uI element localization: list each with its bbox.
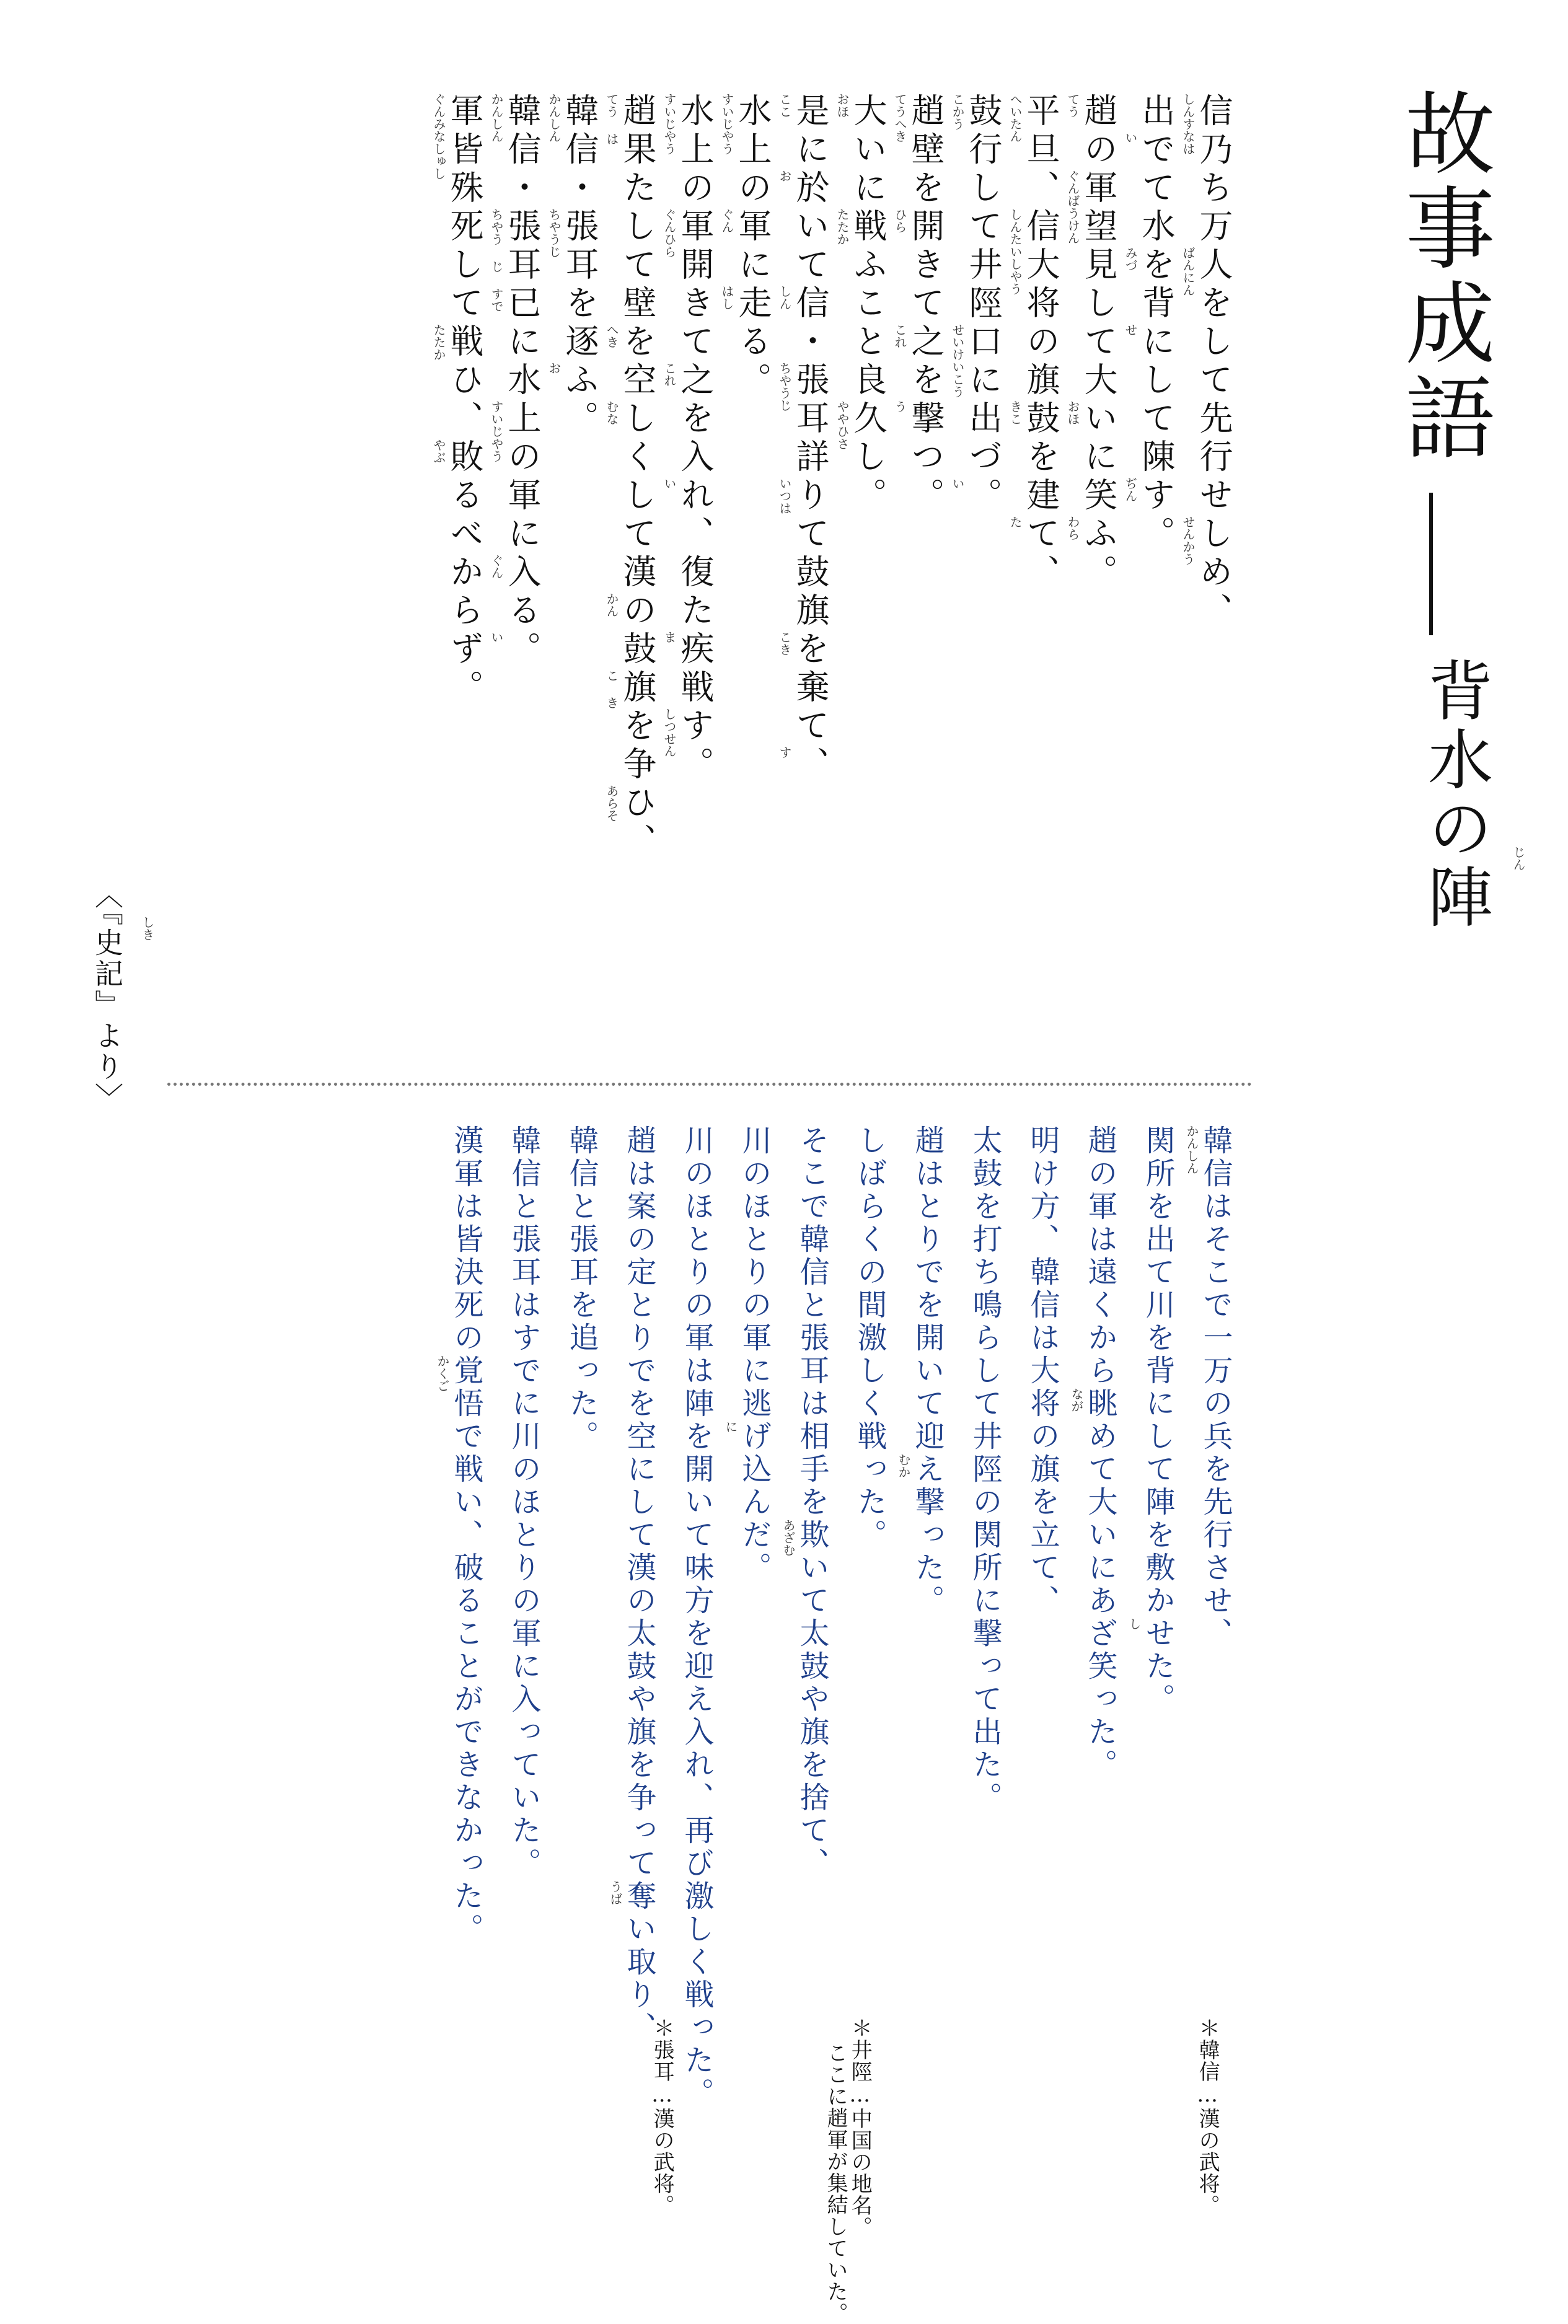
original-line: 信乃ち万人をして先行せしめ、 (1194, 93, 1233, 631)
ruby: ちやうじ (777, 362, 792, 412)
ruby: みづ (1123, 247, 1138, 271)
footnote-seikei (823, 2017, 871, 2324)
original-line: 平旦、信大将の旗鼓を建て、 (1021, 93, 1060, 592)
ruby: ややひさ (835, 400, 850, 450)
ruby: こかう (950, 93, 965, 130)
translation-line: 明け方、韓信は大将の旗を立て、 (1025, 1125, 1060, 1618)
ruby: しんたいしやう (1008, 208, 1023, 295)
ruby: ぐんひら (662, 208, 677, 258)
translation-line: そこで韓信と張耳は相手を欺いて太鼓や旗を捨て、 (795, 1125, 829, 1880)
translation-line: 趙は案の定とりでを空にして漢の太鼓や旗を争って奪い取り、 (622, 1125, 656, 2045)
ruby: てう は (604, 93, 619, 145)
translation-line: 関所を出て川を背にして陣を敷かせた。 (1140, 1125, 1175, 1716)
subtitle: 背水の陣 (1417, 657, 1493, 932)
ruby: これ (662, 362, 677, 387)
ruby: し (1127, 1618, 1142, 1630)
page-title: 故事成語 (1390, 87, 1495, 466)
footnote-chouji (650, 2017, 674, 2216)
original-line: 鼓行して井陘口に出づ。 (964, 93, 1003, 516)
translation-line: 川のほとりの軍は陣を開いて味方を迎え入れ、再び激しく戦った。 (679, 1125, 714, 2110)
translation-line: 趙はとりでを開いて迎え撃った。 (910, 1125, 945, 1618)
translation-line: 漢軍は皆決死の覚悟で戦い、破ることができなかった。 (449, 1125, 483, 1946)
ruby: ぐんばうけん (1065, 170, 1080, 244)
ruby: なが (1069, 1388, 1084, 1412)
ruby: ぐん (720, 208, 734, 233)
ruby: おほ (1065, 400, 1080, 425)
ruby: い (489, 631, 504, 643)
source-citation: 〈『史記』より〉 (90, 880, 124, 1114)
ruby: かくご (435, 1355, 450, 1392)
ruby: ぐん (489, 554, 504, 579)
ruby: しつせん (662, 708, 677, 757)
ruby: むか (896, 1453, 911, 1478)
ruby: しんすなは (1181, 93, 1196, 155)
original-line: 大いに戦ふこと良久し。 (848, 93, 888, 516)
ruby: ちやう じ すで (489, 208, 504, 312)
ruby: これ (892, 324, 907, 348)
original-line: 是に於いて信・張耳詳りて鼓旗を棄て、 (791, 93, 830, 785)
ruby: す (777, 746, 792, 759)
original-line: 趙果たして壁を空しくして漢の鼓旗を争ひ、 (618, 93, 657, 861)
ruby: うば (608, 1880, 623, 1905)
ruby: た (1008, 516, 1023, 528)
ruby: むな (604, 400, 619, 425)
ruby: かんしん (547, 93, 562, 143)
ruby: たたか (431, 324, 446, 361)
ruby: すいじやう (662, 93, 677, 155)
ruby: わら (1065, 516, 1080, 540)
ruby: ばんにん (1181, 247, 1196, 296)
source-ruby: しき (140, 916, 155, 941)
ruby: やぶ (431, 439, 446, 464)
ruby: う (892, 400, 907, 413)
dotted-divider (167, 1083, 1252, 1086)
footnote-line: ＊韓信…漢の武将。 (1195, 2017, 1220, 2216)
footnote-kanshin (1195, 2017, 1219, 2216)
original-line: 軍皆殊死して戦ひ、敗るべからず。 (445, 93, 484, 708)
ruby: すいじやう (720, 93, 734, 155)
ruby: はし (720, 285, 734, 310)
ruby: あらそ (604, 785, 619, 822)
ruby: お (777, 170, 792, 182)
original-line: 韓信・張耳を逐ふ。 (560, 93, 599, 439)
ruby: せいけいこう (950, 324, 965, 398)
ruby: ここ (777, 93, 792, 118)
ruby: い (662, 477, 677, 490)
ruby: こき (777, 631, 792, 656)
subtitle-ruby: じん (1511, 846, 1526, 871)
translation-line: 川のほとりの軍に逃げ込んだ。 (737, 1125, 772, 1585)
ruby: へいたん (1008, 93, 1023, 143)
translation-line: 太鼓を打ち鳴らして井陘の関所に撃って出た。 (967, 1125, 1002, 1815)
ruby: すいじやう (489, 400, 504, 462)
ruby: せ (1123, 324, 1138, 336)
original-line: 水上の軍に走る。 (733, 93, 772, 400)
original-line: 出でて水を背にして陳す。 (1137, 93, 1176, 554)
ruby: に (723, 1420, 738, 1433)
translation-line: しばらくの間激しく戦った。 (852, 1125, 887, 1552)
ruby: せんかう (1181, 516, 1196, 565)
translation-line: 韓信と張耳を追った。 (564, 1125, 599, 1453)
ruby: ぢん (1123, 477, 1138, 502)
translation-line: 韓信と張耳はすでに川のほとりの軍に入っていた。 (506, 1125, 541, 1880)
original-line: 趙壁を開きて之を撃つ。 (906, 93, 945, 516)
footnote-line: ＊井陘…中国の地名。 (847, 2017, 873, 2238)
ruby: お (547, 362, 562, 374)
translation-line: 趙の軍は遠くから眺めて大いにあざ笑った。 (1083, 1125, 1117, 1782)
ruby: い (1123, 131, 1138, 144)
ruby: ぐんみなしゅし (431, 93, 446, 180)
footnote-line: ここに趙軍が集結していた。 (823, 2042, 848, 2324)
ruby: かん (604, 592, 619, 617)
ruby: てう (1065, 93, 1080, 118)
ruby: てうへき (892, 93, 907, 143)
title-dash (1429, 493, 1433, 635)
original-line: 水上の軍開きて之を入れ、復た疾戦す。 (676, 93, 715, 785)
ruby: あざむ (781, 1519, 796, 1556)
original-line: 趙の軍望見して大いに笑ふ。 (1079, 93, 1118, 592)
ruby: こ き (604, 669, 619, 709)
translation-line: 韓信はそこで一万の兵を先行させ、 (1198, 1125, 1233, 1650)
ruby: ま (662, 631, 677, 643)
ruby: ちやうじ (547, 208, 562, 258)
original-line: 韓信・張耳已に水上の軍に入る。 (503, 93, 542, 669)
ruby: いつは (777, 477, 792, 514)
ruby: きこ (1008, 400, 1023, 425)
ruby: しん (777, 285, 792, 310)
ruby: かんしん (1184, 1125, 1199, 1174)
ruby: おほ (835, 93, 850, 118)
footnote-line: ＊張耳…漢の武将。 (650, 2017, 675, 2216)
ruby: い (950, 477, 965, 490)
ruby: ひら (892, 208, 907, 233)
ruby: かんしん (489, 93, 504, 143)
ruby: たたか (835, 208, 850, 245)
ruby: へき (604, 324, 619, 348)
